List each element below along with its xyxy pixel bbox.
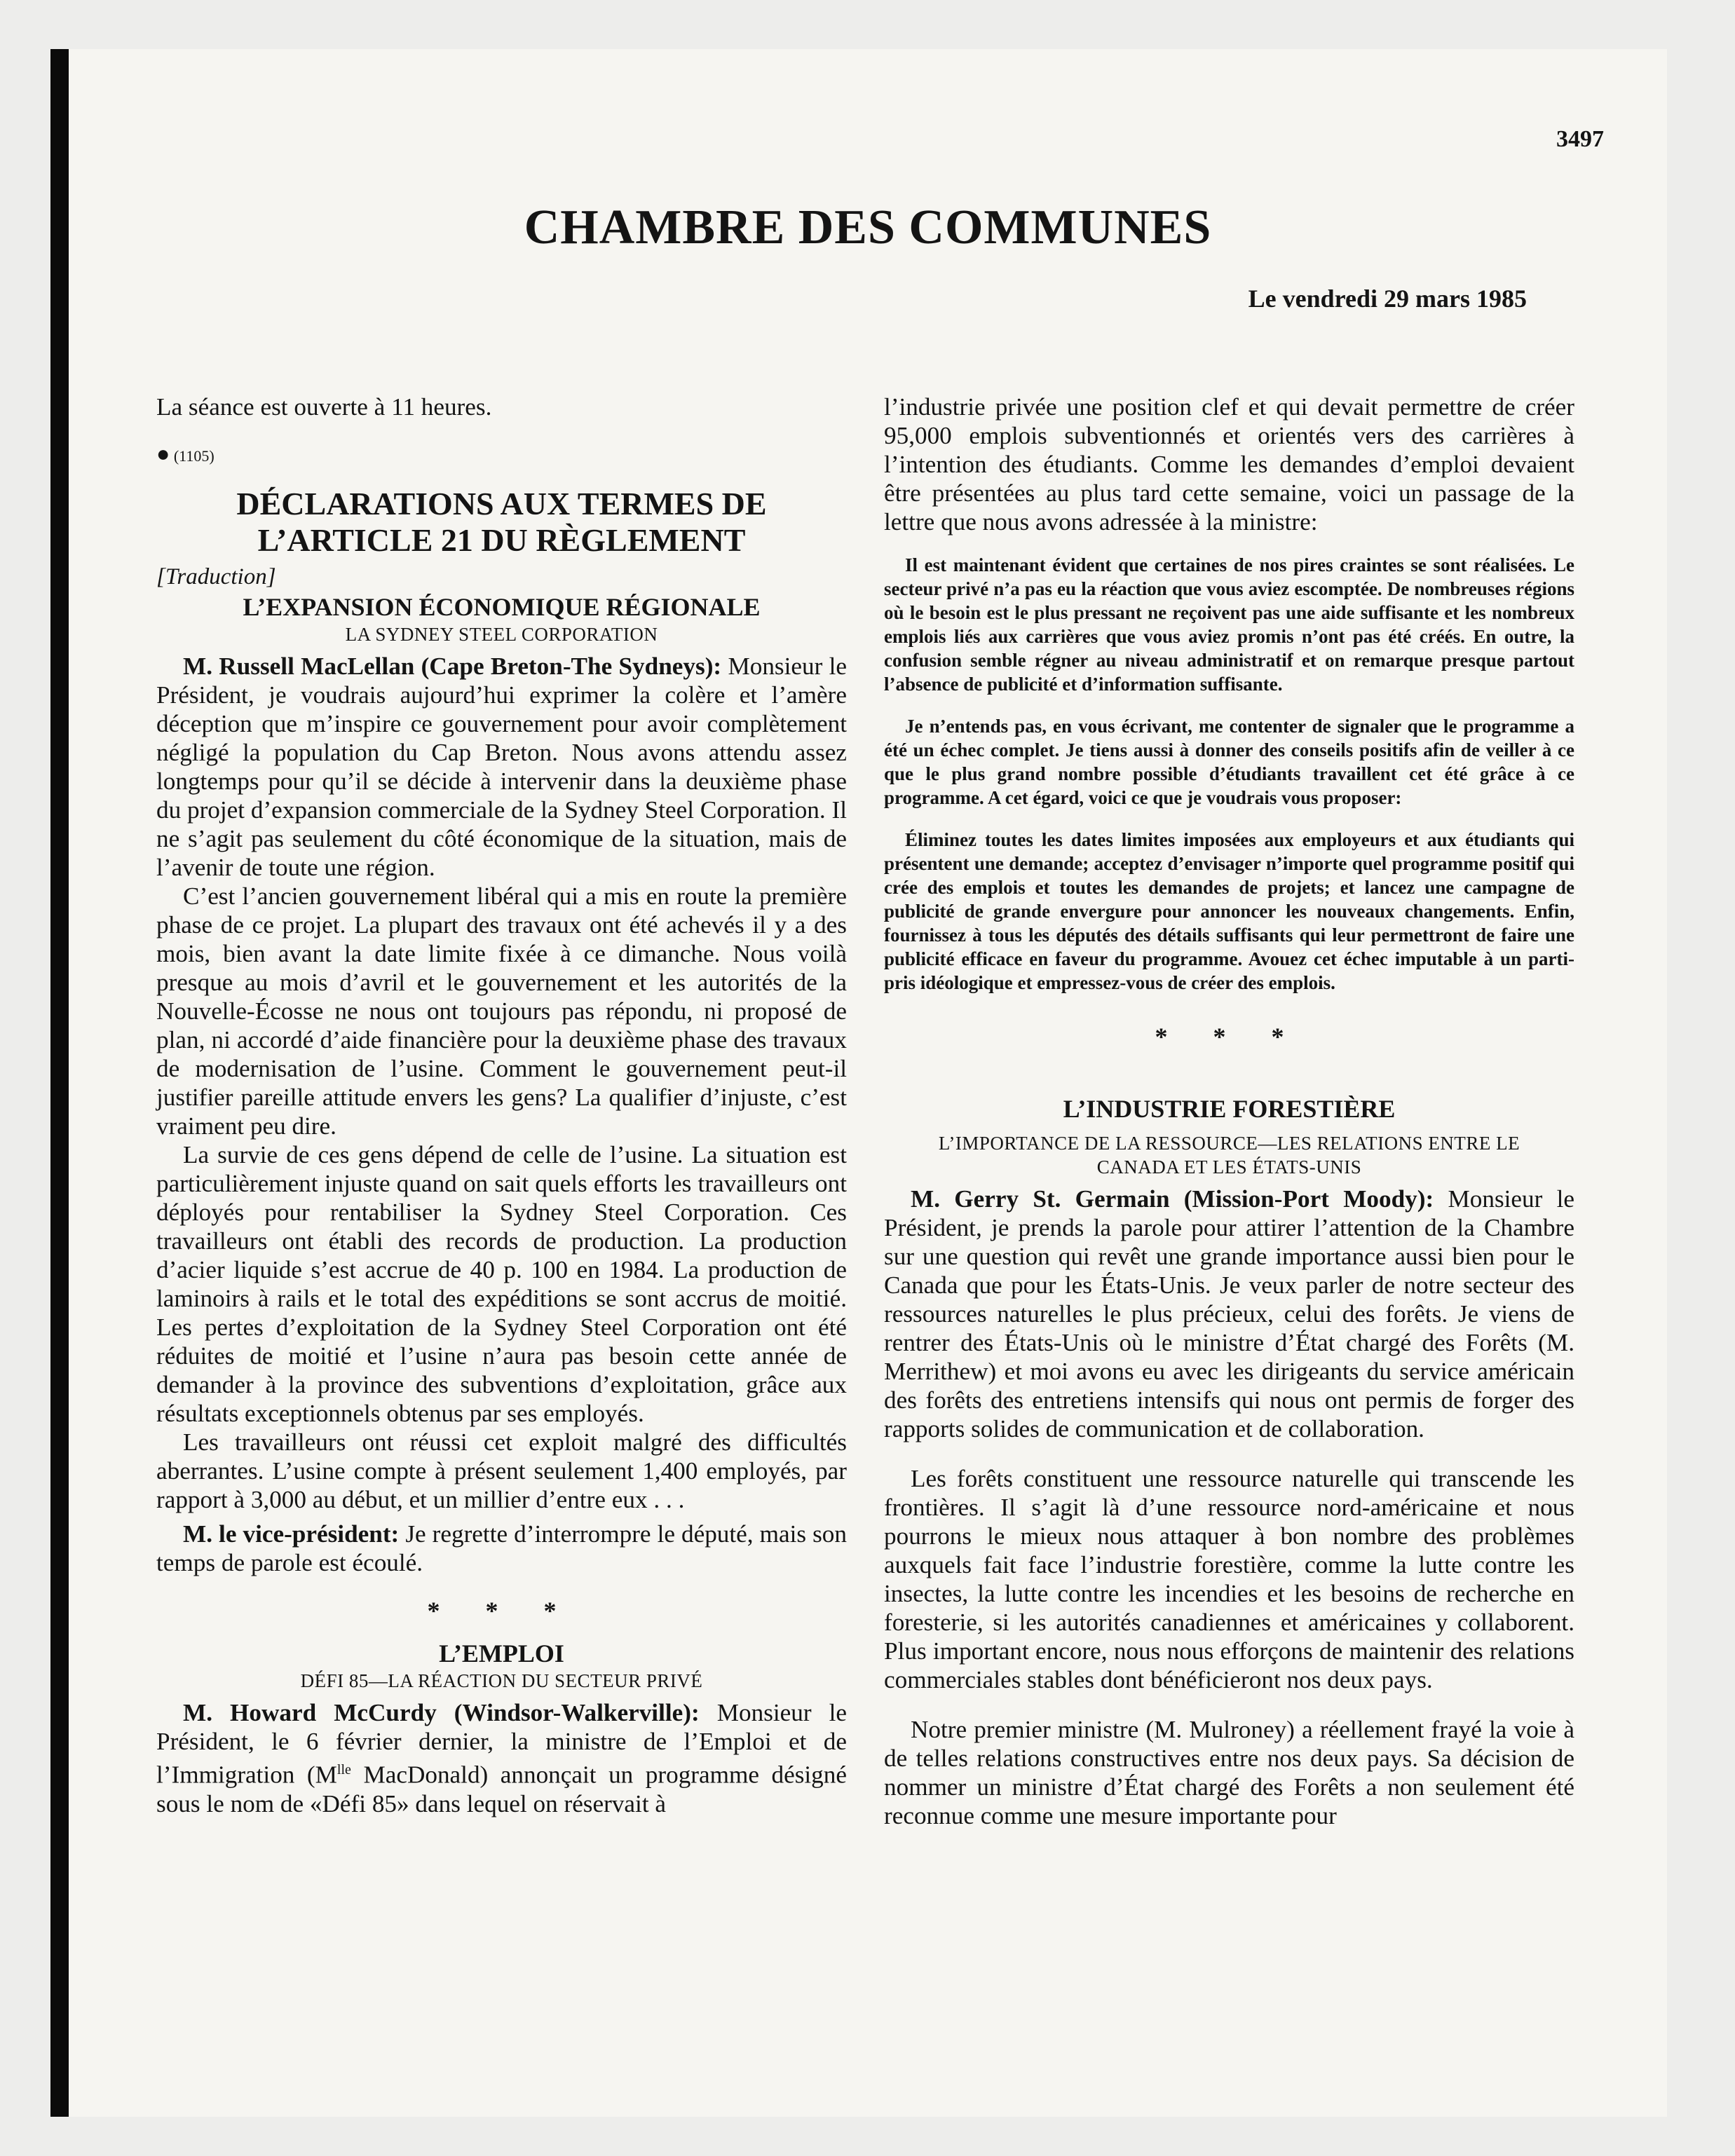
paragraph: Les forêts constituent une ressource naturelle qui transcende les frontières. Il s’agit là d’une ressource nord-américaine et nous pourrons le mieux nous attaquer à bon nombre des problèmes auxquels fait face l’industrie forestière, comme la lutte contre les insectes, la lutte contre les incendies et les besoins de recherche en foresterie, si les autorités canadiennes et américaines y collaborent. Plus important encore, nous nous efforçons de maintenir des relations commerciales stables dont bénéficieront nos deux pays. bbox=[884, 1465, 1574, 1693]
right-column bbox=[884, 393, 1574, 1830]
scan-border bbox=[50, 49, 69, 2117]
subtopic-sydney-steel: LA SYDNEY STEEL CORPORATION bbox=[345, 624, 658, 645]
page-title: CHAMBRE DES COMMUNES bbox=[524, 200, 1212, 254]
paragraph: C’est l’ancien gouvernement libéral qui a mis en route la première phase de ce projet. La plupart des travaux ont été achevés il y a des mois, bien avant la date limite fixée à ce dimanche. Nous voilà presque au mois d’avril et le gouvernement et les autorités de la Nouvelle-Écosse ne nous ont toujours pas répondu, ni proposé de plan, ni accordé d’aide financière pour la deuxième phase des travaux de modernisation de l’usine. Comment le gouvernement peut-il justifier pareille attitude envers les gens? La qualifier d’injuste, c’est vraiment peu dire. bbox=[156, 882, 847, 1140]
speaker-name: M. Russell MacLellan (Cape Breton-The Sydneys): bbox=[183, 653, 722, 680]
superscript: lle bbox=[336, 1762, 351, 1778]
topic-heading-forestry: L’INDUSTRIE FORESTIÈRE bbox=[1063, 1095, 1396, 1123]
heading-line-2: L’ARTICLE 21 DU RÈGLEMENT bbox=[257, 522, 746, 558]
opening-line: La séance est ouverte à 11 heures. bbox=[156, 393, 492, 421]
subtopic-resource-relations bbox=[884, 1131, 1574, 1179]
speech-mccurdy bbox=[156, 1698, 847, 1818]
section-separator: * * * bbox=[427, 1597, 576, 1625]
speech-st-germain bbox=[884, 1185, 1574, 1443]
speaker-name: M. Gerry St. Germain (Mission-Port Moody): bbox=[911, 1185, 1434, 1213]
speaker-name: M. le vice-président: bbox=[183, 1520, 400, 1548]
speech-vice-president bbox=[156, 1520, 847, 1577]
hansard-page bbox=[69, 49, 1667, 2117]
paragraph: La survie de ces gens dépend de celle de l’usine. La situation est particulièrement injuste quand on sait quels efforts les travailleurs ont déployés pour rentabiliser la Sydney Steel Corporation. Ces travailleurs ont établi des records de production. La production d’acier liquide s’est accrue de 40 p. 100 en 1984. La production de laminoirs à rails et le total des expéditions se sont accrus de moitié. Les pertes d’exploitation de la Sydney Steel Corporation ont été réduites de moitié et l’usine n’aura pas besoin cette année de demander à la province des subventions d’exploitation, grâce aux résultats exceptionnels obtenus par ses employés. bbox=[156, 1141, 847, 1427]
left-column bbox=[156, 393, 847, 1818]
translation-note: [Traduction] bbox=[156, 564, 276, 589]
section-heading-declarations bbox=[156, 486, 847, 559]
quote-paragraph: Éliminez toutes les dates limites imposées aux employeurs et aux étudiants qui présentent une demande; acceptez d’envisager n’importe quel programme positif qui crée des emplois et toutes les demandes de projets; et lancez une campagne de publicité de grande envergure pour annoncer les nouveaux changements. Enfin, fournissez à tous les députés des détails suffisants qui leur permettront de faire une publicité efficace en faveur du programme. Avouez cet échec imputable à un parti-pris idéologique et empressez-vous de créer des emplois. bbox=[884, 829, 1574, 993]
subheading-line-1: L’IMPORTANCE DE LA RESSOURCE—LES RELATIONS ENTRE LE bbox=[938, 1133, 1520, 1154]
page-number: 3497 bbox=[1556, 126, 1604, 152]
subtopic-defi-85: DÉFI 85—LA RÉACTION DU SECTEUR PRIVÉ bbox=[300, 1670, 703, 1691]
quote-paragraph: Il est maintenant évident que certaines de nos pires craintes se sont réalisées. Le secteur privé n’a pas eu la réaction que vous aviez escomptée. De nombreuses régions où le besoin est le plus pressant ne reçoivent pas une aide suffisante et les nombreux emplois liés aux carrières que vous aviez promis n’ont pas été créés. En outre, la confusion semble régner au niveau administratif et on remarque presque partout l’absence de publicité et d’information suffisante. bbox=[884, 554, 1574, 695]
paragraph: l’industrie privée une position clef et qui devait permettre de créer 95,000 emplois subventionnés et orientés vers des carrières à l’intention des étudiants. Comme les demandes d’emploi devaient être présentées au plus tard cette semaine, voici un passage de la lettre que nous avons adressée à la ministre: bbox=[884, 393, 1574, 535]
speech-text: Monsieur le Président, je prends la parole pour attirer l’attention de la Chambre sur une question qui revêt une grande importance aussi bien pour le Canada que pour les États-Unis. Je veux parler de notre secteur des ressources naturelles le plus précieux, celui des forêts. Je viens de rentrer des États-Unis où le ministre d’État chargé des Forêts (M. Merrithew) et moi avons eu avec les dirigeants du service américain des forêts des entretiens intensifs qui nous ont permis de forger des rapports solides de communication et de collaboration. bbox=[884, 1185, 1574, 1442]
sitting-date: Le vendredi 29 mars 1985 bbox=[1248, 285, 1527, 313]
speech-text-cont: MacDonald) annonçait un programme désigné sous le nom de «Défi 85» dans lequel on réservait à bbox=[156, 1761, 847, 1817]
topic-heading-regional-expansion: L’EXPANSION ÉCONOMIQUE RÉGIONALE bbox=[243, 593, 761, 621]
time-marker bbox=[156, 439, 847, 470]
speech-maclellan bbox=[156, 652, 847, 882]
paragraph: Les travailleurs ont réussi cet exploit malgré des difficultés aberrantes. L’usine compte à présent seulement 1,400 employés, par rapport à 3,000 au début, et un millier d’entre eux . . . bbox=[156, 1428, 847, 1513]
time-marker-text: (1105) bbox=[173, 447, 215, 465]
bullet-icon: ● bbox=[156, 441, 170, 466]
speech-text: Monsieur le Président, le 6 février dernier, la ministre de l’Emploi et de l’Immigration (M bbox=[156, 1699, 847, 1789]
paragraph: Notre premier ministre (M. Mulroney) a réellement frayé la voie à de telles relations constructives entre nos deux pays. Sa décision de nommer un ministre d’État chargé des Forêts a non seulement été reconnue comme une mesure importante pour bbox=[884, 1716, 1574, 1829]
subheading-line-2: CANADA ET LES ÉTATS-UNIS bbox=[1096, 1157, 1362, 1178]
speaker-name: M. Howard McCurdy (Windsor-Walkerville): bbox=[183, 1699, 700, 1726]
section-separator: * * * bbox=[1155, 1023, 1304, 1051]
speech-text: Je regrette d’interrompre le député, mais son temps de parole est écoulé. bbox=[156, 1520, 847, 1576]
heading-line-1: DÉCLARATIONS AUX TERMES DE bbox=[236, 486, 767, 521]
speech-text: Monsieur le Président, je voudrais aujourd’hui exprimer la colère et l’amère déception que m’inspire ce gouvernement pour avoir complètement négligé la population du Cap Breton. Nous avons attendu assez longtemps pour qu’il se décide à intervenir dans la deuxième phase du projet d’expansion commerciale de la Sydney Steel Corporation. Il ne s’agit pas seulement du côté économique de la situation, mais de l’avenir de toute une région. bbox=[156, 653, 848, 881]
quote-paragraph: Je n’entends pas, en vous écrivant, me contenter de signaler que le programme a été un échec complet. Je tiens aussi à donner des conseils positifs afin de veiller à ce que le plus grand nombre possible d’étudiants travaillent cet été grâce à ce programme. A cet égard, voici ce que je voudrais vous proposer: bbox=[884, 716, 1574, 808]
topic-heading-employment: L’EMPLOI bbox=[439, 1639, 564, 1667]
letter-quote bbox=[884, 553, 1574, 995]
